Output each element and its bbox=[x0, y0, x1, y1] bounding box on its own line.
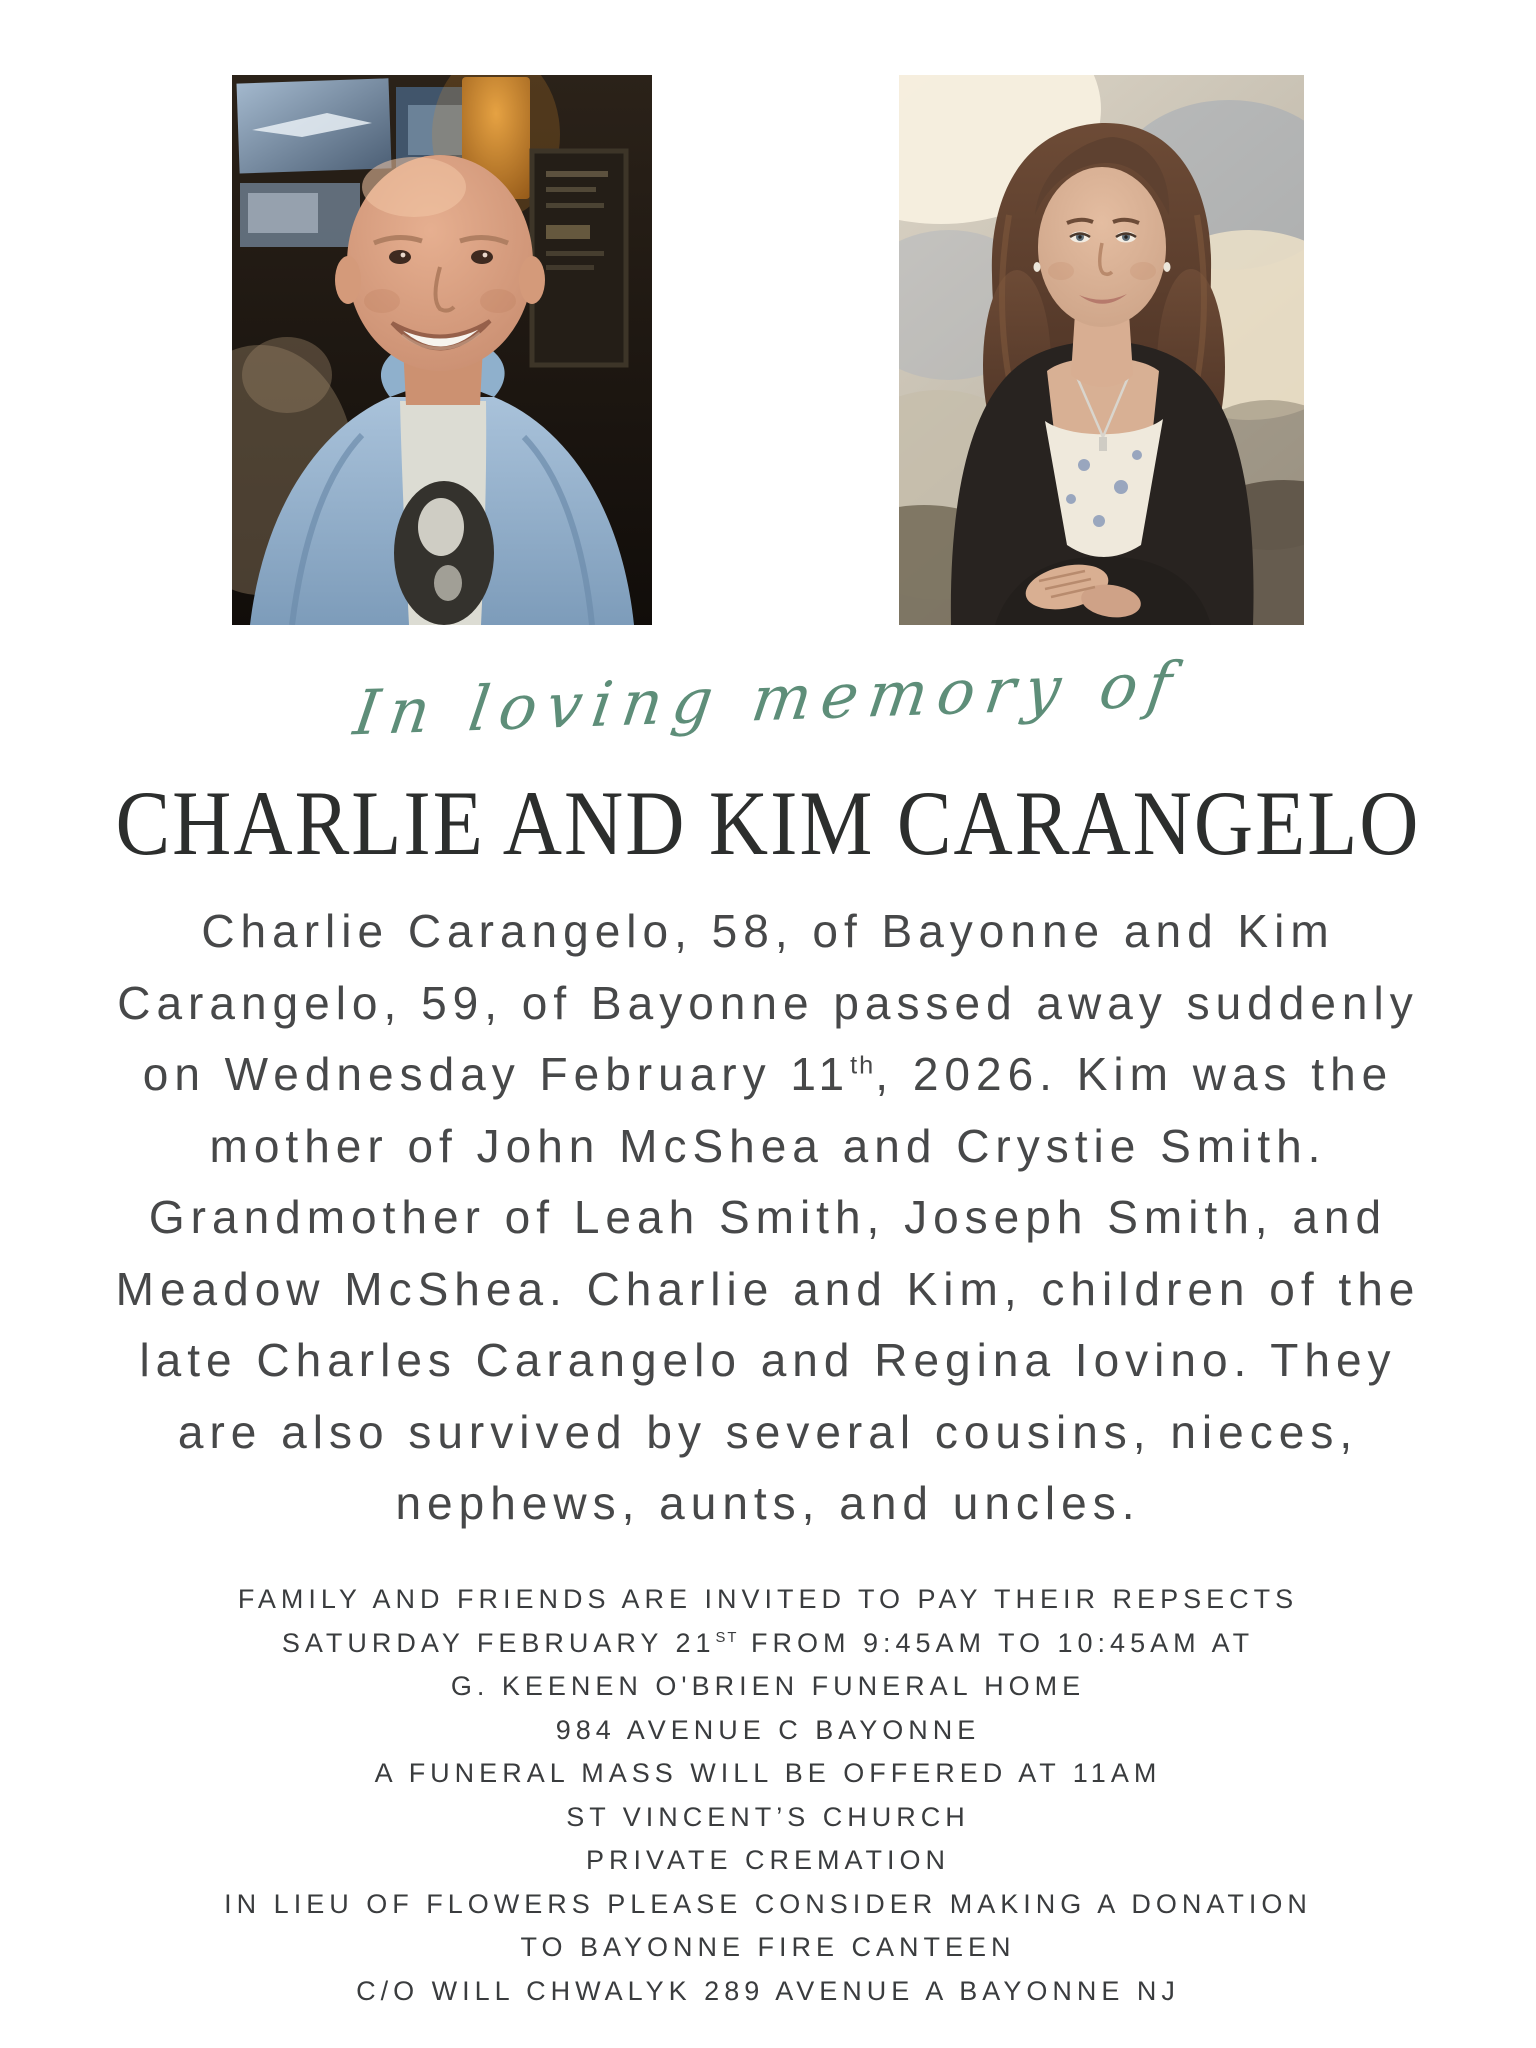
service-line-pre: G. KEENEN O'BRIEN FUNERAL HOME bbox=[450, 1671, 1086, 1701]
charlie-photo-illustration bbox=[232, 75, 652, 625]
service-line-pre: SATURDAY FEBRUARY 21 bbox=[281, 1627, 716, 1658]
service-line bbox=[0, 1665, 1536, 1709]
obituary-line-pre: Charlie Carangelo, 58, of Bayonne and Kim bbox=[201, 905, 1335, 957]
kim-photo-illustration bbox=[899, 75, 1304, 625]
obituary-line bbox=[0, 968, 1536, 1040]
service-line bbox=[0, 1926, 1536, 1970]
obituary-line-pre: late Charles Carangelo and Regina Iovino. They bbox=[139, 1334, 1397, 1386]
charlie-photo bbox=[232, 75, 652, 625]
service-line-post: FROM 9:45AM TO 10:45AM AT bbox=[738, 1627, 1255, 1658]
service-line bbox=[0, 1578, 1536, 1622]
obituary-line-pre: Carangelo, 59, of Bayonne passed away suddenly bbox=[117, 976, 1419, 1029]
service-line-pre: IN LIEU OF FLOWERS PLEASE CONSIDER MAKING A DONATION bbox=[224, 1888, 1312, 1919]
obituary-line bbox=[0, 1397, 1536, 1469]
memory-script-text: In loving memory of bbox=[349, 647, 1187, 750]
service-line-pre: C/O WILL CHWALYK 289 AVENUE A BAYONNE NJ bbox=[356, 1975, 1180, 2006]
obituary-line bbox=[0, 1182, 1536, 1254]
service-line-pre: 984 AVENUE C BAYONNE bbox=[555, 1714, 981, 1745]
obituary-line-pre: are also survived by several cousins, nieces, bbox=[177, 1405, 1359, 1458]
service-line bbox=[0, 1709, 1536, 1753]
service-line bbox=[0, 1796, 1536, 1840]
service-line-pre: PRIVATE CREMATION bbox=[585, 1845, 951, 1875]
service-line-pre: ST VINCENT’S CHURCH bbox=[566, 1801, 970, 1832]
names-title bbox=[0, 772, 1536, 875]
service-line bbox=[0, 1839, 1536, 1883]
kim-photo bbox=[899, 75, 1304, 625]
obituary-line-post: , 2026. Kim was the bbox=[875, 1048, 1394, 1100]
photos-row bbox=[0, 75, 1536, 625]
obituary-line bbox=[0, 1325, 1536, 1397]
service-line-pre: FAMILY AND FRIENDS ARE INVITED TO PAY THEIR REPSECTS bbox=[237, 1584, 1299, 1614]
obituary-line-pre: on Wednesday February 11 bbox=[142, 1048, 851, 1100]
service-details bbox=[0, 1578, 1536, 2013]
obituary-line-pre: mother of John McShea and Crystie Smith. bbox=[209, 1119, 1327, 1172]
obituary-line bbox=[0, 1039, 1536, 1111]
service-line bbox=[0, 1970, 1536, 2014]
obituary-superscript: th bbox=[850, 1051, 876, 1080]
obituary-line-pre: Meadow McShea. Charlie and Kim, children of the bbox=[115, 1262, 1421, 1315]
names-title-text: CHARLIE AND KIM CARANGELO bbox=[115, 772, 1421, 875]
service-superscript: ST bbox=[715, 1629, 739, 1646]
memory-script-heading bbox=[0, 647, 1536, 750]
service-line bbox=[0, 1622, 1536, 1666]
obituary-text bbox=[0, 896, 1536, 1540]
obituary-line-pre: nephews, aunts, and uncles. bbox=[395, 1477, 1141, 1529]
obituary-line bbox=[0, 1468, 1536, 1540]
obituary-line bbox=[0, 1111, 1536, 1183]
service-line bbox=[0, 1883, 1536, 1927]
service-line bbox=[0, 1752, 1536, 1796]
service-line-pre: A FUNERAL MASS WILL BE OFFERED AT 11AM bbox=[374, 1758, 1162, 1788]
obituary-line bbox=[0, 1254, 1536, 1326]
obituary-line bbox=[0, 896, 1536, 968]
obituary-line-pre: Grandmother of Leah Smith, Joseph Smith, and bbox=[148, 1191, 1388, 1243]
service-line-pre: TO BAYONNE FIRE CANTEEN bbox=[520, 1932, 1016, 1962]
